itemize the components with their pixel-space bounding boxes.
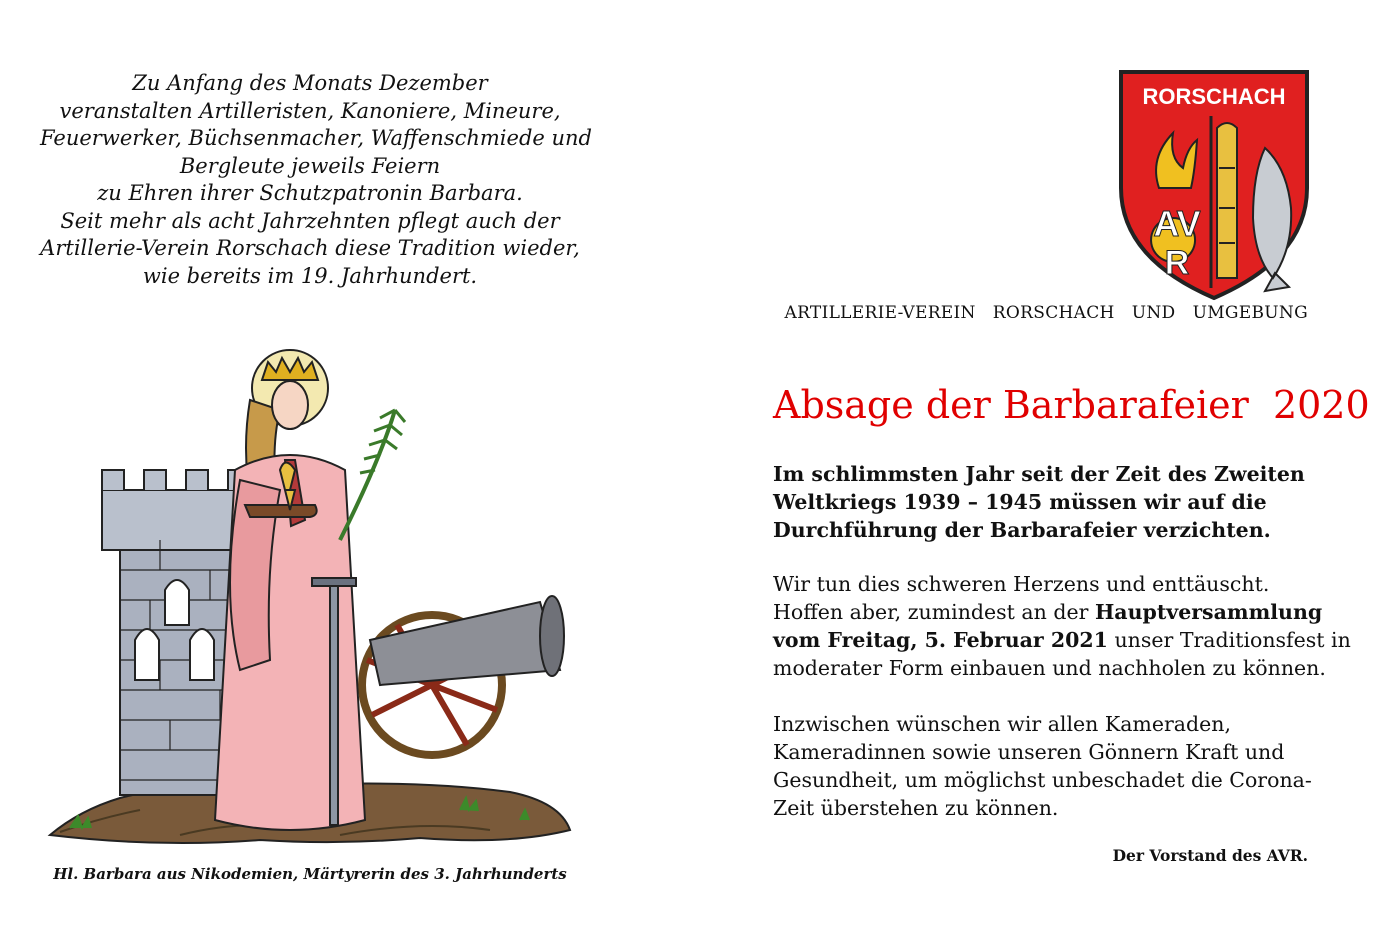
intro-line: Seit mehr als acht Jahrzehnten pflegt auch der: [60, 208, 560, 233]
avr-crest-logo: [1115, 68, 1313, 304]
paragraph-bold-text: vom Freitag, 5. Februar 2021: [773, 628, 1108, 652]
paragraph-text: unser Traditionsfest in: [1107, 628, 1351, 652]
paragraph-line: [773, 598, 1333, 626]
paragraph-line: Im schlimmsten Jahr seit der Zeit des Zweiten: [773, 462, 1305, 486]
paragraph-hope: [773, 570, 1351, 682]
intro-line: zu Ehren ihrer Schutzpatronin Barbara.: [97, 181, 523, 205]
saint-barbara-illustration: [40, 340, 580, 862]
page-headline: Absage der Barbarafeier 2020: [773, 383, 1370, 427]
crest-letters: AV: [1153, 203, 1201, 244]
paragraph-bold-text: Hauptversammlung: [1094, 600, 1323, 624]
paragraph-line: Wir tun dies schweren Herzens und enttäuscht.: [773, 572, 1270, 596]
paragraph-line: Durchführung der Barbarafeier verzichten.: [773, 518, 1271, 542]
intro-line: Feuerwerker, Büchsenmacher, Waffenschmiede und: [40, 126, 592, 150]
intro-line: veranstalten Artilleristen, Kanoniere, Mineure,: [59, 98, 561, 123]
wheat-sheaf: [1217, 123, 1237, 278]
paragraph-text: Hoffen aber, zumindest an der: [773, 600, 1095, 624]
paragraph-line: Kameradinnen sowie unseren Gönnern Kraft und: [773, 740, 1285, 764]
paragraph-line: Inzwischen wünschen wir allen Kameraden,: [773, 712, 1231, 736]
cannon: [362, 596, 564, 755]
crest-title: RORSCHACH: [1142, 84, 1286, 109]
intro-line: Bergleute jeweils Feiern: [179, 153, 441, 178]
paragraph-line: [773, 626, 1351, 654]
illustration-caption: Hl. Barbara aus Nikodemien, Märtyrerin des 3. Jahrhunderts: [53, 865, 567, 883]
intro-line: wie bereits im 19. Jahrhundert.: [142, 263, 478, 288]
intro-text: [40, 70, 592, 290]
paragraph-cancellation: [773, 460, 1333, 544]
organization-name: ARTILLERIE-VEREIN RORSCHACH UND UMGEBUNG: [784, 303, 1308, 323]
paragraph-wishes: [773, 710, 1333, 822]
paragraph-line: Weltkriegs 1939 – 1945 müssen wir auf die: [773, 490, 1267, 514]
saint-figure: [215, 350, 405, 830]
paragraph-line: moderater Form einbauen und nachholen zu können.: [773, 656, 1326, 680]
paragraph-line: Zeit überstehen zu können.: [773, 796, 1059, 820]
paragraph-line: Gesundheit, um möglichst unbeschadet die Corona-: [773, 768, 1312, 792]
intro-line: Zu Anfang des Monats Dezember: [132, 71, 488, 95]
signature: Der Vorstand des AVR.: [1112, 846, 1308, 865]
intro-line: Artillerie-Verein Rorschach diese Tradition wieder,: [40, 236, 580, 260]
crest-letter-r: R: [1164, 244, 1190, 282]
